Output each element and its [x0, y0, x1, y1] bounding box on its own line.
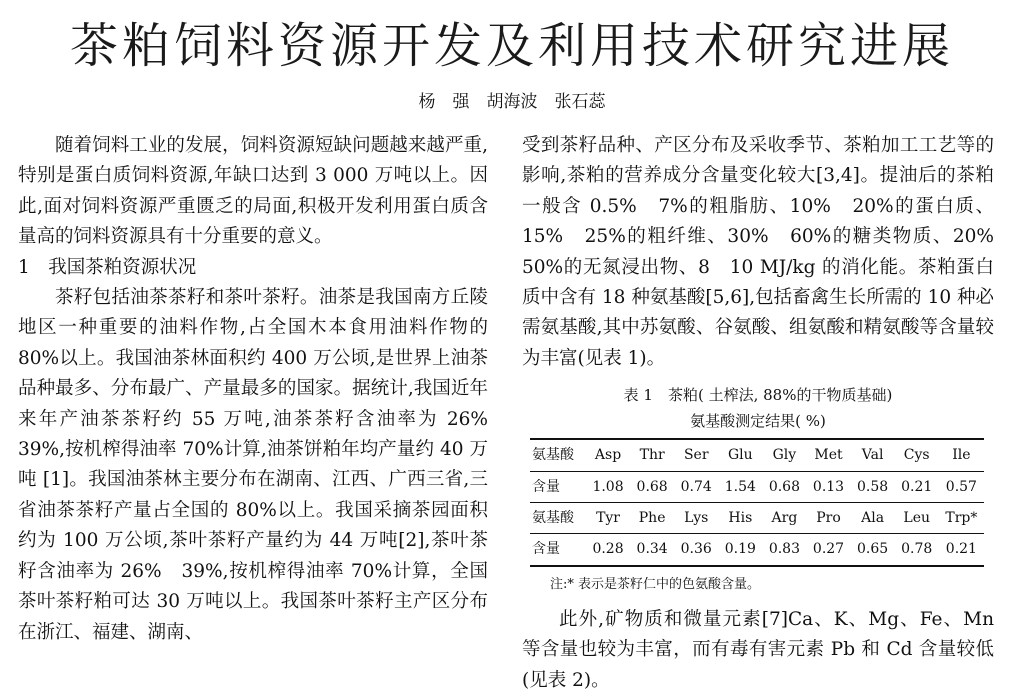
table-cell: 0.65 [851, 534, 895, 566]
table-cell: 0.58 [851, 471, 895, 502]
left-column [18, 131, 507, 648]
table-cell: Ser [674, 439, 718, 471]
table-cell: Glu [718, 439, 762, 471]
table-row [530, 534, 984, 566]
mineral-paragraph: 此外,矿物质和微量元素[7]Ca、K、Mg、Fe、Mn 等含量也较为丰富，而有毒有害元素 Pb 和 Cd 含量较低(见表 2)。 [522, 608, 994, 691]
table-cell: 0.34 [630, 534, 674, 566]
table-cell: Pro [806, 503, 850, 534]
table-1 [522, 382, 994, 595]
table-cell: Gly [762, 439, 806, 471]
table-cell: Trp* [939, 503, 984, 534]
table-cell: 1.08 [586, 471, 630, 502]
amino-acid-table [530, 438, 984, 567]
table-cell: 氨基酸 [530, 439, 586, 471]
table-cell: 0.36 [674, 534, 718, 566]
table-cell: 氨基酸 [530, 503, 586, 534]
table-cell: Arg [762, 503, 806, 534]
right-column [522, 131, 1013, 696]
table-cell: 0.78 [895, 534, 939, 566]
table-cell: 0.21 [895, 471, 939, 502]
table-cell: 0.68 [630, 471, 674, 502]
section-heading: 1 我国茶粕资源状况 [18, 256, 197, 278]
table-cell: Ile [939, 439, 984, 471]
table-cell: 0.13 [806, 471, 850, 502]
table-cell: Met [806, 439, 850, 471]
article-title: 茶粕饲料资源开发及利用技术研究进展 [69, 18, 954, 74]
table-cell: Phe [630, 503, 674, 534]
table-cell: 0.57 [939, 471, 984, 502]
table-row [530, 471, 984, 502]
table-cell: Lys [674, 503, 718, 534]
table-cell: 0.19 [718, 534, 762, 566]
table-cell: 0.83 [762, 534, 806, 566]
table-caption-line-1: 表 1 茶粕( 土榨法, 88%的干物质基础) [623, 386, 893, 405]
table-cell: 1.54 [718, 471, 762, 502]
table-cell: 含量 [530, 534, 586, 566]
table-cell: Tyr [586, 503, 630, 534]
authors: 杨 强 胡海波 张石蕊 [418, 92, 606, 112]
nutrition-paragraph: 受到茶籽品种、产区分布及采收季节、茶粕加工工艺等的影响,茶粕的营养成分含量变化较大[3,4]。提油后的茶粕一般含 0.5% 7%的粗脂肪、10% 20%的蛋白质、15% 25%的粗纤维、30% 60%的糖类物质、20% 50%的无氮浸出物、8 10 MJ/kg 的消化能。茶粕蛋白质中含有 18 种氨基酸[5,6],包括畜禽生长所需的 10 种必需氨基酸,其中苏氨酸、谷氨酸、组氨酸和精氨酸等含量较为丰富(见表 1)。 [522, 135, 1013, 369]
table-caption-line-2: 氨基酸测定结果( %) [690, 412, 826, 431]
table-row [530, 503, 984, 534]
table-cell: 含量 [530, 471, 586, 502]
table-cell: Asp [586, 439, 630, 471]
intro-paragraph: 随着饲料工业的发展，饲料资源短缺问题越来越严重,特别是蛋白质饲料资源,年缺口达到 3 000 万吨以上。因此,面对饲料资源严重匮乏的局面,积极开发利用蛋白质含量高的饲料资源具有十分重要的意义。 [18, 135, 488, 248]
table-cell: 0.74 [674, 471, 718, 502]
table-cell: Ala [851, 503, 895, 534]
table-cell: Leu [895, 503, 939, 534]
table-cell: 0.68 [762, 471, 806, 502]
table-cell: His [718, 503, 762, 534]
table-cell: 0.21 [939, 534, 984, 566]
table-row [530, 439, 984, 471]
table-cell: 0.28 [586, 534, 630, 566]
table-cell: 0.27 [806, 534, 850, 566]
resource-paragraph: 茶籽包括油茶茶籽和茶叶茶籽。油茶是我国南方丘陵地区一种重要的油料作物,占全国木本食用油料作物的 80%以上。我国油茶林面积约 400 万公顷,是世界上油茶品种最多、分布最广、产量最多的国家。据统计,我国近年来年产油茶茶籽约 55 万吨,油茶茶籽含油率为 26% 39%,按机榨得油率 70%计算,油茶饼粕年均产量约 40 万吨 [1]。我国油茶林主要分布在湖南、江西、广西三省,三省油茶茶籽产量占全国的 80%以上。我国采摘茶园面积约为 100 万公顷,茶叶茶籽产量约为 44 万吨[2],茶叶茶籽含油率为 26% 39%,按机榨得油率 70%计算，全国茶叶茶籽粕可达 30 万吨以上。我国茶叶茶籽主产区分布在浙江、福建、湖南、 [18, 287, 507, 643]
table-cell: Thr [630, 439, 674, 471]
table-cell: Cys [895, 439, 939, 471]
table-note: 注:* 表示是茶籽仁中的色氨酸含量。 [550, 576, 761, 592]
table-cell: Val [851, 439, 895, 471]
